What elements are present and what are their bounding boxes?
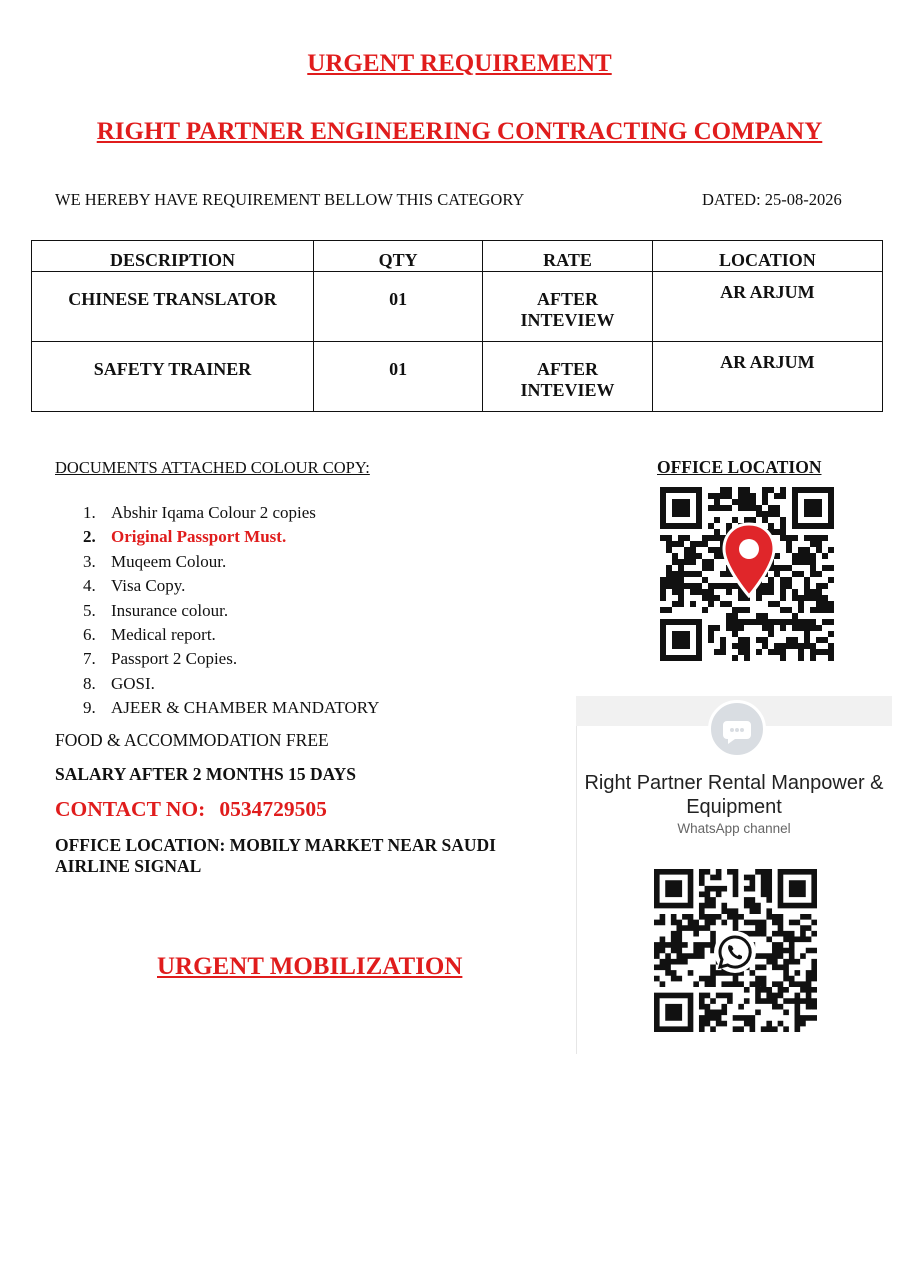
contact-label: CONTACT NO: bbox=[55, 797, 206, 821]
list-number: 8. bbox=[83, 673, 96, 693]
list-text: Visa Copy. bbox=[111, 576, 186, 596]
list-item bbox=[55, 501, 379, 525]
cell-qty: 01 bbox=[314, 342, 483, 412]
office-location-text: OFFICE LOCATION: MOBILY MARKET NEAR SAUDI AIRLINE SIGNAL bbox=[55, 835, 496, 876]
list-item bbox=[55, 574, 379, 598]
cell-rate bbox=[483, 342, 653, 412]
channel-name: Right Partner Rental Manpower & Equipment bbox=[584, 772, 884, 818]
list-number: 6. bbox=[83, 624, 96, 644]
page-title: URGENT REQUIREMENT bbox=[307, 50, 612, 77]
list-item bbox=[55, 696, 379, 720]
list-item bbox=[55, 623, 379, 647]
list-text: Original Passport Must. bbox=[111, 527, 287, 547]
list-number: 4. bbox=[83, 576, 96, 596]
rate-line1: AFTER bbox=[537, 359, 599, 379]
list-text: Medical report. bbox=[111, 624, 216, 644]
requirements-table bbox=[31, 240, 883, 412]
list-number: 1. bbox=[83, 503, 96, 522]
contact-number[interactable]: 0534729505 bbox=[219, 797, 327, 821]
col-header-description: DESCRIPTION bbox=[32, 241, 314, 272]
list-number: 3. bbox=[83, 551, 96, 571]
contact-line bbox=[55, 797, 327, 822]
office-location-heading: OFFICE LOCATION bbox=[657, 457, 822, 477]
rate-line1: AFTER bbox=[537, 289, 599, 309]
list-number: 7. bbox=[83, 649, 96, 669]
cell-qty: 01 bbox=[314, 272, 483, 342]
table-row bbox=[32, 272, 883, 342]
cell-rate bbox=[483, 272, 653, 342]
salary-text: SALARY AFTER 2 MONTHS 15 DAYS bbox=[55, 764, 356, 784]
list-item-highlighted bbox=[55, 525, 379, 549]
col-header-rate: RATE bbox=[483, 241, 653, 272]
location-pin-icon bbox=[722, 522, 776, 603]
cell-description: CHINESE TRANSLATOR bbox=[32, 272, 314, 342]
list-item bbox=[55, 672, 379, 696]
list-text: Abshir Iqama Colour 2 copies bbox=[111, 503, 316, 522]
table-row bbox=[32, 342, 883, 412]
list-text: AJEER & CHAMBER MANDATORY bbox=[111, 698, 380, 718]
list-number: 2. bbox=[83, 527, 96, 547]
list-number: 9. bbox=[83, 698, 96, 718]
documents-list bbox=[55, 501, 379, 721]
cell-description: SAFETY TRAINER bbox=[32, 342, 314, 412]
urgent-mobilization-text: URGENT MOBILIZATION bbox=[157, 953, 463, 980]
list-text: GOSI. bbox=[111, 673, 155, 693]
whatsapp-icon bbox=[711, 928, 759, 981]
company-name: RIGHT PARTNER ENGINEERING CONTRACTING COMPANY bbox=[96, 118, 823, 145]
rate-line2: INTEVIEW bbox=[520, 310, 615, 330]
list-number: 5. bbox=[83, 600, 96, 620]
intro-text: WE HEREBY HAVE REQUIREMENT BELLOW THIS CATEGORY bbox=[55, 190, 525, 209]
channel-subtitle: WhatsApp channel bbox=[677, 821, 791, 836]
list-item bbox=[55, 647, 379, 671]
list-text: Passport 2 Copies. bbox=[111, 649, 238, 669]
col-header-location: LOCATION bbox=[652, 241, 882, 272]
col-header-qty: QTY bbox=[314, 241, 483, 272]
date-text: DATED: 25-08-2026 bbox=[702, 190, 842, 209]
channel-avatar bbox=[708, 700, 766, 758]
list-item bbox=[55, 550, 379, 574]
food-accommodation-text: FOOD & ACCOMMODATION FREE bbox=[55, 730, 329, 750]
list-item bbox=[55, 599, 379, 623]
list-text: Insurance colour. bbox=[111, 600, 229, 620]
cell-location: AR ARJUM bbox=[652, 272, 882, 342]
table-header-row bbox=[32, 241, 883, 272]
list-text: Muqeem Colour. bbox=[111, 551, 227, 571]
cell-location: AR ARJUM bbox=[652, 342, 882, 412]
documents-heading: DOCUMENTS ATTACHED COLOUR COPY: bbox=[55, 458, 370, 477]
rate-line2: INTEVIEW bbox=[520, 380, 615, 400]
